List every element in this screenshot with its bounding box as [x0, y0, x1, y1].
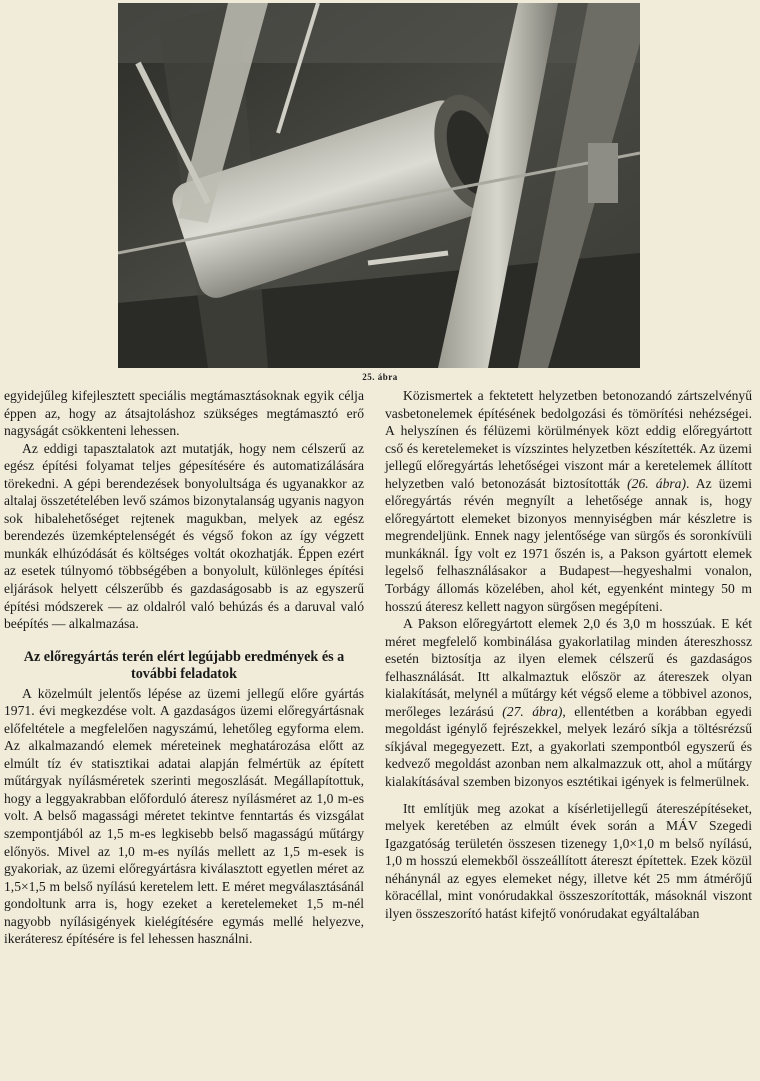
paragraph: egyidejűleg kifejlesztett speciális megtámasztásoknak egyik célja éppen az, hogy az átsajtoláshoz szükséges megtámasztó erő nagyságát csökkenteni lehessen. [4, 388, 364, 439]
figure-caption: 25. ábra [362, 372, 398, 382]
left-column [4, 387, 364, 948]
paragraph [385, 387, 752, 615]
photograph-figure-25 [118, 3, 640, 368]
figure-reference: (27. ábra) [502, 703, 563, 719]
figure-reference: (26. ábra) [627, 475, 687, 491]
paragraph: Az eddigi tapasztalatok azt mutatják, hogy nem célszerű az egész építési folyamat teljes gépesítésére és automatizálására törekedni. A gépi berendezések bonyolultsága és ugyanakkor az altalaj összetételében levő számos bizonytalanság ugyanis nagyon sok hibalehetőséget rejtenek magukban, melyek az egész berendezés üzemképtelenségét és végső fokon az így végzett munkák elhúzódását és költséges voltát okozhatják. Éppen ezért az esetek túlnyomó többségében a bonyolult, különleges építési eljárások helyett célszerűbb és gazdaságosabb is az egyszerű építési módszerek — az oldalról való behúzás és a daruval való beépítés — alkalmazása. [4, 440, 364, 632]
paragraph [385, 615, 752, 790]
paragraph: Itt említjük meg azokat a kísérletijellegű átereszépítéseket, melyek keretében az elmúlt évek során a MÁV Szegedi Igazgatóság területén összesen tizenegy 1,0×1,0 m belső nyílású, 1,0 m hosszú elemekből összeállított átereszt építettek. Ezek közül néhánynál az egyes elemeket négy, illetve két 25 mm átmérőjű köracéllal, mint vonórudakkal összeszorították, másoknál viszont ilyen összeszorító hatást kifejtő vonórudakat egyáltalában [385, 800, 752, 921]
paragraph: A közelmúlt jelentős lépése az üzemi jellegű előre gyártás 1971. évi megkezdése volt. A gazdaságos üzemi előregyártásnak előfeltétele a megfelelően nagyszámú, lehetőleg egyforma elem. Az alkalmazandó elemek méreteinek meghatározása előtt az elmúlt tíz év statisztikai adatai alapján felmértük az épített műtárgyak nyílásméretek szerinti megoszlását. Megállapítottuk, hogy a leggyakrabban előforduló áteresz nyílásméret az 1,0 m-es volt. A belső magassági méretet tekintve fenntartás és vizsgálat szempontjából az 1,5 m-es legkisebb belső magasságú műtárgy előnyös. Mivel az 1,0 m-es nyílás mellett az 1,5 m-esek is gyakoriak, az üzemi előregyártásra kiválasztott egyetlen méret az 1,5×1,5 m belső nyílású keretelem lett. E méret megválasztásánál gondoltunk arra is, hogy ezeket a keretelemeket 1,5 m-nél nagyobb nyílásigények kielégítésére egymás mellé helyezve, ikeráteresz építésére is fel lehessen használni. [4, 685, 364, 947]
paragraph-text: Közismertek a fektetett helyzetben betonozandó zártszelvényű vasbetonelemek építésének bedolgozási és tömörítési nehézségei. A helyszínen és félüzemi körülmények közt eddig előregyártott cső és keretelemeket is vízszintes helyzetben készítették. Az üzemi jellegű előregyártás lehetőségei viszont már a keretelemek állított helyzetben való betonozását biztosították [385, 388, 752, 491]
paragraph-text: , ellentétben a korábban egyedi megoldást igénylő fejrészekkel, melyek lezáró síkja a töltésrézsű síkjával megegyezett. Ezt, a gyakorlati szempontból egyszerű és kedvező megoldást azonban nem alkalmazzuk ott, ahol a műtárgy kialakításával szemben bizonyos esztétikai igények is felmerülnek. [385, 703, 752, 790]
right-column [385, 387, 752, 922]
section-heading: Az előregyártás terén elért legújabb eredmények és a további feladatok [23, 648, 345, 682]
paragraph-text: . Az üzemi előregyártás révén megnyílt a lehetősége annak is, hogy előregyártott elemeket bizonyos mennyiségben már készletre is megrendeljünk. Ennek nagy jelentősége van sürgős és soronkívüli munkáknál. Így volt ez 1971 őszén is, a Pakson gyártott elemek legelső felhasználásakor a Budapest—hegyeshalmi vonalon, Torbágy állomás közelében, ahol két, egyenként mintegy 50 m hosszú áteresz kellett nagyon sürgősen megépíteni. [385, 475, 752, 614]
photograph-image [118, 3, 640, 368]
paragraph-text: A Pakson előregyártott elemek 2,0 és 3,0 m hosszúak. E két méret megfelelő kombinálása gyakorlatilag minden átereszhossz esetén biztosítja az ilyen elemek célszerű és gazdaságos felhasználását. Itt alkalmaztuk először az átereszek olyan kialakítását, melynél a műtárgy két végső eleme a többivel azonos, merőleges lezárású [385, 616, 752, 719]
